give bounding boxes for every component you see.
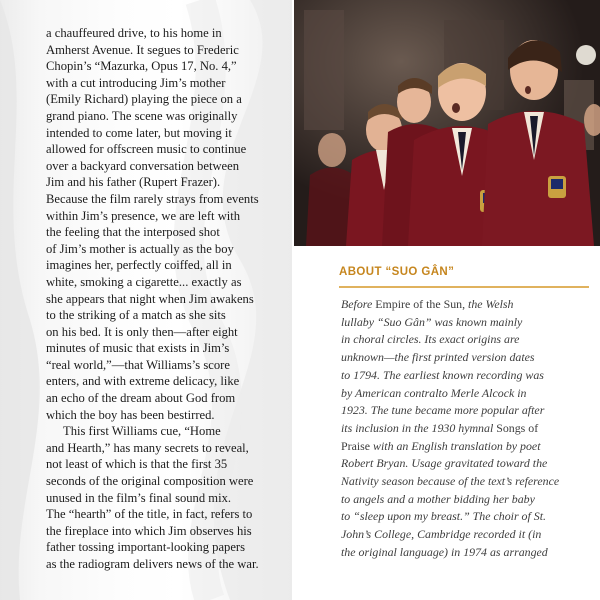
sidebar-text-run: by American contralto Merle Alcock in — [341, 385, 527, 400]
body-text-line: to the striking of a match as she sits — [46, 308, 226, 323]
sidebar-text-run: 1923. The tune became more popular after — [341, 403, 545, 418]
sidebar-text-run: Before — [341, 297, 376, 311]
body-text-line: The “hearth” of the title, in fact, refers to — [46, 507, 253, 522]
body-text-line: father tossing important-looking papers — [46, 540, 246, 555]
sidebar-divider — [339, 286, 589, 288]
body-text-line: an echo of the dream about God from — [46, 391, 236, 406]
body-text-line: over a backyard conversation between — [46, 158, 240, 173]
body-text-line: she appears that night when Jim awakens — [46, 291, 254, 306]
sidebar-text-line — [341, 314, 591, 332]
body-text-line: as the radiogram delivers news of the war. — [46, 557, 259, 571]
body-text — [46, 25, 286, 573]
body-text-line: intended to come later, but moving it — [46, 125, 232, 140]
sidebar-text-line — [341, 508, 591, 526]
body-text-line: enters, and with extreme delicacy, like — [46, 374, 240, 389]
sidebar-text-run: with an English translation by poet — [370, 438, 541, 453]
sidebar-body-text — [341, 296, 591, 562]
body-text-line: minutes of music that exists in Jim’s — [46, 341, 230, 356]
body-text-line: a chauffeured drive, to his home in — [46, 26, 222, 40]
sidebar-text-line — [341, 367, 591, 385]
body-text-line: not least of which is that the first 35 — [46, 457, 228, 472]
body-text-line: Because the film rarely strays from events — [46, 191, 259, 206]
sidebar-text-line — [341, 544, 591, 562]
sidebar-text-line — [341, 438, 591, 456]
body-text-line: the fireplace into which Jim observes his — [46, 523, 252, 538]
body-text-line: on his bed. It is only then—after eight — [46, 324, 238, 339]
sidebar-text-run: the original language) in 1974 as arranged — [341, 544, 548, 559]
sidebar-text-run: Nativity season because of the text’s reference — [341, 474, 560, 489]
body-text-line: white, smoking a cigarette... exactly as — [46, 274, 242, 289]
sidebar-text-run: lullaby “Suo Gân” was known mainly — [341, 314, 523, 329]
body-text-line: imagines her, perfectly coiffed, all in — [46, 258, 232, 273]
body-text-line: the feeling that the interposed shot — [46, 225, 220, 240]
body-text-line: This first Williams cue, “Home — [63, 424, 221, 439]
body-text-line: Amherst Avenue. It segues to Frederic — [46, 42, 239, 57]
sidebar-text-run: to angels and a mother bidding her baby — [341, 491, 535, 506]
sidebar-text-run: the Welsh — [465, 297, 514, 311]
sidebar-text-line — [341, 385, 591, 403]
body-text-line: within Jim’s presence, we are left with — [46, 208, 241, 223]
sidebar-text-line — [341, 526, 591, 544]
sidebar-text-run: its inclusion in the 1930 hymnal — [341, 420, 497, 435]
body-text-line: allowed for offscreen music to continue — [46, 142, 247, 157]
body-text-line: seconds of the original composition were — [46, 474, 254, 489]
main-column — [0, 0, 292, 600]
sidebar-text-line — [341, 402, 591, 420]
body-text-line: unused in the film’s final sound mix. — [46, 490, 232, 505]
sidebar-text-line — [341, 349, 591, 367]
sidebar-title: ABOUT “SUO GÂN” — [339, 266, 455, 278]
title-reference: Praise — [341, 438, 371, 453]
body-text-line: (Emily Richard) playing the piece on a — [46, 92, 242, 107]
sidebar-text-line — [341, 491, 591, 509]
body-text-line: which the boy has been bestirred. — [46, 407, 215, 422]
sidebar-text-line — [341, 296, 591, 314]
sidebar-text-run: to “sleep upon my breast.” The choir of St. — [341, 509, 546, 524]
body-text-line: with a cut introducing Jim’s mother — [46, 75, 226, 90]
choir-boys-photo — [294, 0, 600, 246]
sidebar-text-run: unknown—the first printed version dates — [341, 350, 535, 365]
sidebar-text-run: John’s College, Cambridge recorded it (in — [341, 527, 542, 542]
sidebar-text-line — [341, 473, 591, 491]
sidebar-text-run: Robert Bryan. Usage gravitated toward the — [341, 456, 548, 471]
title-reference: Songs of — [496, 420, 539, 435]
body-text-line: Chopin’s “Mazurka, Opus 17, No. 4,” — [46, 59, 237, 74]
sidebar-text-line — [341, 455, 591, 473]
body-text-line: grand piano. The scene was originally — [46, 108, 238, 123]
body-text-line: “real world,”—that Williams’s score — [46, 357, 230, 372]
body-text-line: of Jim’s mother is actually as the boy — [46, 241, 234, 256]
body-text-line: Jim and his father (Rupert Frazer). — [46, 175, 221, 190]
sidebar-text-run: to 1794. The earliest known recording was — [341, 367, 544, 382]
sidebar-text-run: in choral circles. Its exact origins are — [341, 332, 520, 347]
body-text-line: and Hearth,” has many secrets to reveal, — [46, 440, 249, 455]
sidebar-text-line — [341, 420, 591, 438]
sidebar-text-line — [341, 331, 591, 349]
title-reference: Empire of the Sun, — [375, 297, 466, 311]
